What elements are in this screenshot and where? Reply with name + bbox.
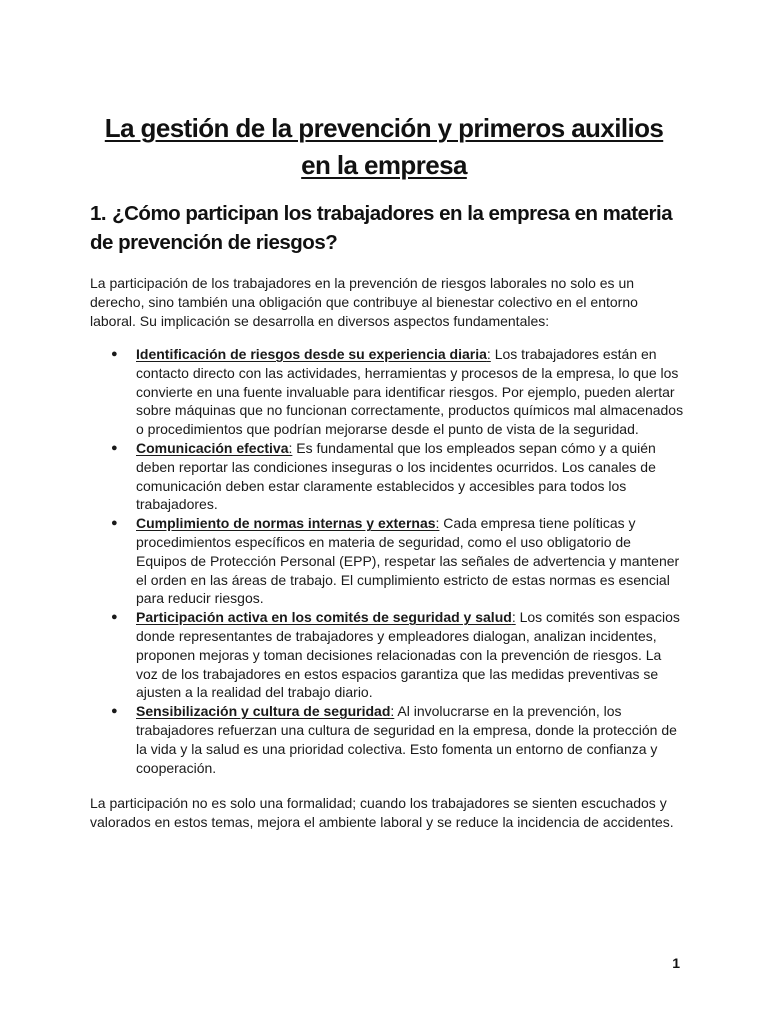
intro-paragraph: La participación de los trabajadores en la prevención de riesgos laborales no solo es un derecho, sino también una obligación que contribuye al bienestar colectivo en el entorno laboral. Su implicación se desarrolla en diversos aspectos fundamentales: bbox=[90, 275, 638, 329]
bullet-icon: ● bbox=[111, 441, 118, 454]
bullet-list bbox=[90, 345, 684, 777]
bullet-icon: ● bbox=[111, 611, 118, 624]
bullet-text: Los trabajadores están en contacto directo con las actividades, herramientas y procesos de la empresa, lo que los convierte en una fuente invaluable para identificar riesgos. Por ejemplo, pueden alertar sobre máquinas que no funcionan correctamente, productos químicos mal almacenados o procedimientos que podrían mejorarse desde el punto de vista de la seguridad. bbox=[136, 346, 684, 438]
bullet-item bbox=[90, 345, 684, 439]
bullet-term: Participación activa en los comités de seguridad y salud: bbox=[136, 609, 516, 626]
document-title: La gestión de la prevención y primeros auxilios en la empresa bbox=[104, 113, 664, 180]
section-heading-text: ¿Cómo participan los trabajadores en la empresa en materia de prevención de riesgos? bbox=[90, 202, 673, 254]
bullet-term: Identificación de riesgos desde su experiencia diaria: bbox=[136, 346, 491, 362]
bullet-item bbox=[90, 514, 684, 608]
bullet-term: Sensibilización y cultura de seguridad: bbox=[136, 703, 395, 720]
section-heading bbox=[90, 199, 698, 257]
bullet-item bbox=[90, 702, 684, 777]
bullet-icon: ● bbox=[111, 348, 118, 360]
bullet-text: Los comités son espacios donde representantes de trabajadores y empleadores dialogan, analizan incidentes, proponen mejoras y toman decisiones relacionadas con la prevención de riesgos. La voz de los trabajadores en estos espacios garantiza que las medidas preventivas se ajusten a la realidad del trabajo diario. bbox=[136, 609, 680, 701]
bullet-icon: ● bbox=[111, 517, 118, 530]
bullet-text: Cada empresa tiene políticas y procedimientos específicos en materia de seguridad, como el uso obligatorio de Equipos de Protección Personal (EPP), respetar las señales de advertencia y mantener el orden en las áreas de trabajo. El cumplimiento estricto de estas normas es esencial para reducir riesgos. bbox=[136, 515, 680, 607]
section-number: 1. bbox=[90, 202, 107, 225]
bullet-item bbox=[90, 608, 684, 702]
bullet-icon: ● bbox=[111, 705, 118, 718]
bullet-term: Cumplimiento de normas internas y externas: bbox=[136, 515, 440, 532]
bullet-term: Comunicación efectiva: bbox=[136, 439, 293, 456]
bullet-text: Al involucrarse en la prevención, los trabajadores refuerzan una cultura de seguridad en la empresa, donde la protección de la vida y la salud es una prioridad colectiva. Esto fomenta un entorno de confianza y cooperación. bbox=[136, 703, 677, 776]
closing-paragraph: La participación no es solo una formalidad; cuando los trabajadores se sienten escuchados y valorados en estos temas, mejora el ambiente laboral y se reduce la incidencia de accidentes. bbox=[90, 795, 674, 830]
bullet-text: Es fundamental que los empleados sepan cómo y a quién deben reportar las condiciones inseguras o los incidentes ocurridos. Los canales de comunicación deben estar claramente establecidos y accesibles para todos los trabajadores. bbox=[136, 439, 656, 513]
page-number: 1 bbox=[672, 955, 680, 971]
bullet-item bbox=[90, 439, 684, 514]
